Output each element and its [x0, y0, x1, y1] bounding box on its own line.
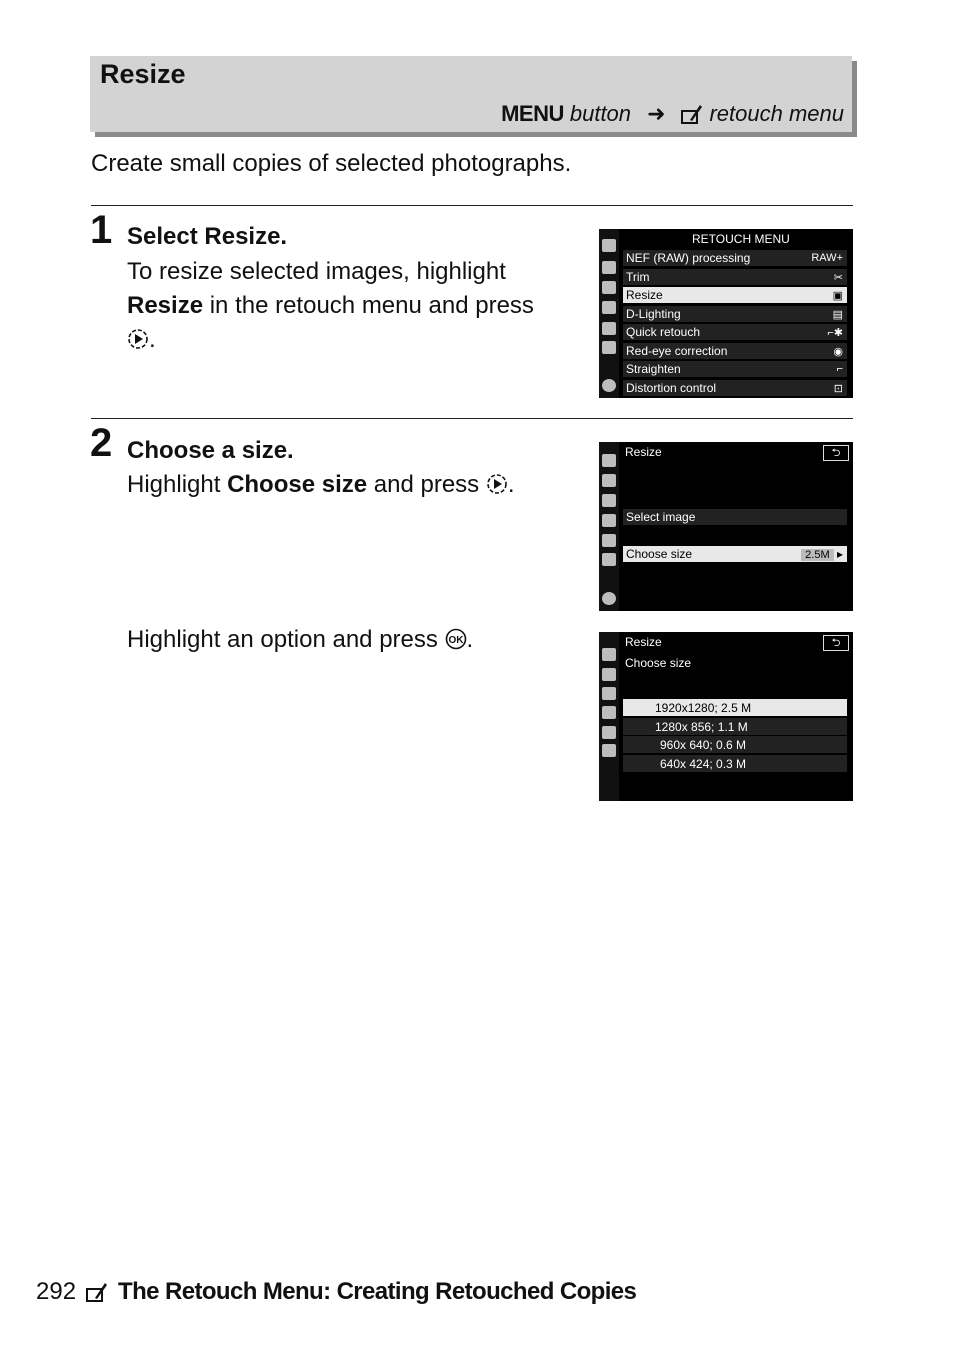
section-title: Resize [100, 59, 186, 89]
size-value: 2.5M [801, 549, 833, 561]
menu-item[interactable]: Straighten ⌐ [623, 361, 847, 378]
scissors-icon: ✂ [833, 271, 843, 284]
section-header [90, 56, 852, 132]
menu-item[interactable]: Select image [623, 509, 847, 526]
my-menu-tab-icon [602, 744, 616, 757]
page-number: 292 [36, 1278, 77, 1305]
size-option[interactable]: 960x 640; 0.6 M [623, 736, 847, 753]
retouch-tab-icon [602, 534, 616, 547]
quick-retouch-icon: ⌐✱ [827, 326, 843, 339]
camera-screen-choose-size [599, 632, 853, 801]
page-footer [36, 1278, 636, 1306]
menu-item-selected[interactable]: Resize ▣ [623, 287, 847, 304]
retouch-tab-icon [602, 322, 616, 335]
size-option[interactable]: 640x 424; 0.3 M [623, 755, 847, 772]
my-menu-tab-icon [602, 553, 616, 566]
step-title: Select Resize. [127, 223, 288, 250]
step-instructions-second: Highlight an option and press OK . [127, 626, 474, 653]
wrench-tab-icon [602, 514, 616, 527]
pencil-tab-icon [602, 687, 616, 700]
chevron-right-icon: ▸ [836, 547, 843, 561]
playback-tab-icon [602, 239, 616, 252]
step-instructions: Highlight Choose size and press . [127, 471, 515, 498]
menu-item[interactable]: D-Lighting ▤ [623, 306, 847, 323]
menu-tab-bar [599, 229, 619, 398]
back-icon[interactable]: ⮌ [823, 445, 849, 461]
step-title: Choose a size. [127, 437, 294, 464]
ok-button-icon [445, 628, 467, 650]
menu-item[interactable]: Red-eye correction ◉ [623, 343, 847, 360]
screen-subtitle: Choose size [625, 656, 692, 670]
step-number: 2 [90, 421, 113, 465]
multi-selector-right-icon [127, 328, 149, 350]
camera-screen-resize [599, 442, 853, 611]
multi-selector-right-icon [486, 473, 508, 495]
menu-item[interactable]: Distortion control ⊡ [623, 380, 847, 397]
help-icon [602, 592, 616, 605]
intro-text: Create small copies of selected photographs. [91, 150, 572, 177]
wrench-tab-icon [602, 301, 616, 314]
pencil-tab-icon [602, 494, 616, 507]
menu-button-label: MENU [501, 101, 564, 126]
camera-tab-icon [602, 261, 616, 274]
size-option[interactable]: 1280x 856; 1.1 M [623, 718, 847, 735]
pencil-tab-icon [602, 281, 616, 294]
screen-title: Resize [625, 445, 662, 459]
retouch-menu-icon [86, 1282, 108, 1302]
my-menu-tab-icon [602, 341, 616, 354]
divider [91, 418, 853, 419]
screen-title: RETOUCH MENU [692, 232, 790, 246]
raw-icon: RAW+ [811, 252, 843, 264]
resize-icon: ▣ [832, 289, 843, 302]
retouch-tab-icon [602, 726, 616, 739]
d-lighting-icon: ▤ [832, 308, 843, 321]
camera-tab-icon [602, 474, 616, 487]
menu-tab-bar [599, 632, 619, 801]
menu-item[interactable]: NEF (RAW) processing RAW+ [623, 250, 847, 267]
menu-tab-bar [599, 442, 619, 611]
divider [91, 205, 853, 206]
playback-tab-icon [602, 454, 616, 467]
step-number: 1 [90, 208, 113, 252]
menu-item[interactable]: Trim ✂ [623, 269, 847, 286]
chapter-title: The Retouch Menu: Creating Retouched Copies [118, 1278, 637, 1305]
screen-title: Resize [625, 635, 662, 649]
playback-tab-icon [602, 648, 616, 661]
size-option-selected[interactable]: 1920x1280; 2.5 M [623, 699, 847, 716]
step-instructions: To resize selected images, highlight Resize in the retouch menu and press . [127, 258, 534, 353]
straighten-icon: ⌐ [836, 363, 843, 375]
help-icon [602, 379, 616, 392]
button-word: button [569, 101, 632, 126]
wrench-tab-icon [602, 706, 616, 719]
camera-tab-icon [602, 668, 616, 681]
back-icon[interactable]: ⮌ [823, 635, 849, 651]
arrow-icon: ➜ [647, 101, 666, 126]
eye-icon: ◉ [833, 345, 843, 358]
menu-item[interactable]: Quick retouch ⌐✱ [623, 324, 847, 341]
camera-screen-retouch-menu [599, 229, 853, 398]
menu-item-selected[interactable]: Choose size 2.5M ▸ [623, 546, 847, 563]
menu-path [501, 101, 844, 127]
retouch-menu-name: retouch menu [709, 101, 844, 126]
distortion-icon: ⊡ [833, 382, 843, 395]
svg-text:OK: OK [448, 635, 464, 646]
retouch-menu-icon [681, 104, 703, 124]
